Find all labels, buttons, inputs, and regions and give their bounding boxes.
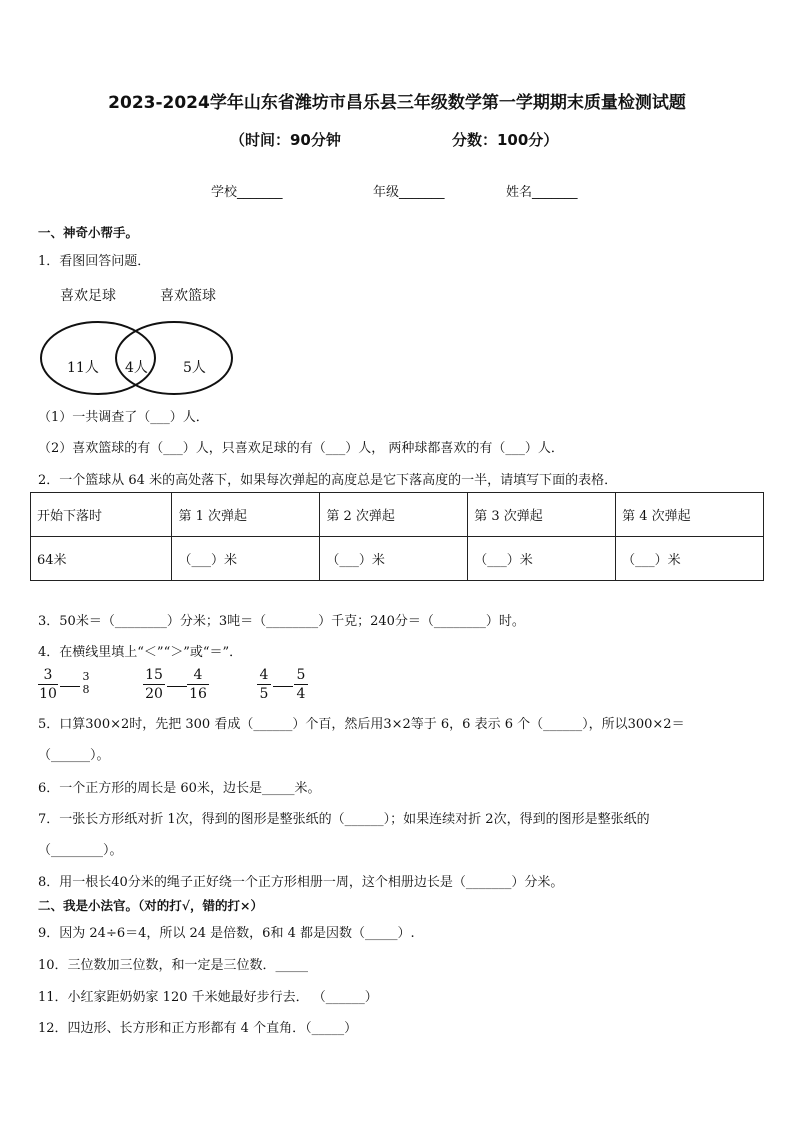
- section-1-heading: 一、神奇小帮手。: [38, 225, 139, 240]
- table-header-cell: 第 4 次弹起: [616, 493, 764, 537]
- school-field: 学校_______: [211, 185, 283, 200]
- fraction-denominator: 20: [143, 684, 165, 703]
- question-2: 2．一个篮球从 64 米的高处落下，如果每次弹起的高度总是它下落高度的一半，请填写下面的表格．: [38, 473, 618, 488]
- table-cell: （___）米: [616, 537, 764, 581]
- question-7-cont: （________）。: [38, 843, 123, 858]
- fraction-numerator: 3: [82, 670, 90, 683]
- table-cell: （___）米: [468, 537, 616, 581]
- fraction: [143, 666, 165, 703]
- fraction-denominator: 5: [257, 684, 271, 703]
- fraction-denominator: 16: [187, 684, 209, 703]
- table-cell: （___）米: [172, 537, 320, 581]
- fraction: [187, 666, 209, 703]
- question-11: 11．小红家距奶奶家 120 千米她最好步行去． （______）: [38, 990, 378, 1005]
- fraction: [257, 666, 271, 703]
- venn-left-label: 喜欢足球: [60, 288, 116, 304]
- fraction-numerator: 5: [296, 667, 306, 683]
- fraction-numerator: 3: [43, 667, 53, 683]
- fraction-denominator: 8: [82, 683, 90, 696]
- fraction-numerator: 4: [193, 667, 203, 683]
- question-3: 3．50米＝（________）分米；3吨＝（________）千克；240分＝（________）时。: [38, 614, 525, 629]
- table-header-cell: 开始下落时: [31, 493, 172, 537]
- question-1: 1．看图回答问题．: [38, 254, 151, 269]
- question-4: 4．在横线里填上“＜”“＞”或“＝”．: [38, 645, 243, 660]
- fraction-denominator: 10: [39, 686, 57, 702]
- fraction: [294, 666, 308, 703]
- fraction-numerator: 4: [259, 667, 269, 683]
- question-9: 9．因为 24÷6＝4，所以 24 是倍数，6和 4 都是因数（_____）.: [38, 926, 415, 941]
- venn-middle-value: 4人: [125, 360, 148, 376]
- question-5-cont: （______）。: [38, 748, 110, 763]
- question-5: 5．口算300×2时，先把 300 看成（______）个百，然后用3×2等于 6，6 表示 6 个（______），所以300×2＝: [38, 717, 685, 732]
- compare-blank: [60, 686, 80, 687]
- venn-right-value: 5人: [183, 360, 206, 376]
- table-row: [31, 537, 764, 581]
- exam-title: 2023-2024学年山东省潍坊市昌乐县三年级数学第一学期期末质量检测试题: [108, 93, 686, 113]
- question-8: 8．用一根长40分米的绳子正好绕一个正方形相册一周，这个相册边长是（_______）分米。: [38, 875, 564, 890]
- exam-time: （时间：90分钟: [230, 131, 341, 149]
- fraction-numerator: 15: [145, 667, 163, 683]
- question-7: 7．一张长方形纸对折 1次，得到的图形是整张纸的（______）；如果连续对折 2次，得到的图形是整张纸的: [38, 812, 650, 827]
- fraction: [80, 670, 92, 696]
- table-header-cell: 第 3 次弹起: [468, 493, 616, 537]
- question-1-part-1: （1）一共调查了（___）人．: [38, 410, 209, 425]
- table-header-cell: 第 1 次弹起: [172, 493, 320, 537]
- venn-right-label: 喜欢篮球: [160, 288, 216, 304]
- fraction-denominator: 4: [294, 684, 308, 703]
- compare-blank: [167, 686, 187, 687]
- exam-score: 分数：100分）: [452, 131, 559, 149]
- table-cell: （___）米: [320, 537, 468, 581]
- name-field: 姓名_______: [506, 185, 578, 200]
- question-6: 6．一个正方形的周长是 60米，边长是_____米。: [38, 781, 321, 796]
- table-row: [31, 493, 764, 537]
- fraction: [38, 666, 58, 703]
- venn-left-value: 11人: [67, 360, 99, 376]
- question-10: 10．三位数加三位数，和一定是三位数．_____: [38, 958, 309, 973]
- grade-field: 年级_______: [373, 185, 445, 200]
- bounce-table: [30, 492, 764, 581]
- compare-blank: [273, 686, 293, 687]
- table-header-cell: 第 2 次弹起: [320, 493, 468, 537]
- question-12: 12．四边形、长方形和正方形都有 4 个直角．（_____）: [38, 1021, 358, 1036]
- table-cell: 64米: [31, 537, 172, 581]
- question-1-part-2: （2）喜欢篮球的有（___）人，只喜欢足球的有（___）人， 两种球都喜欢的有（___）人．: [38, 441, 564, 456]
- section-2-heading: 二、我是小法官。（对的打√，错的打×）: [38, 898, 263, 913]
